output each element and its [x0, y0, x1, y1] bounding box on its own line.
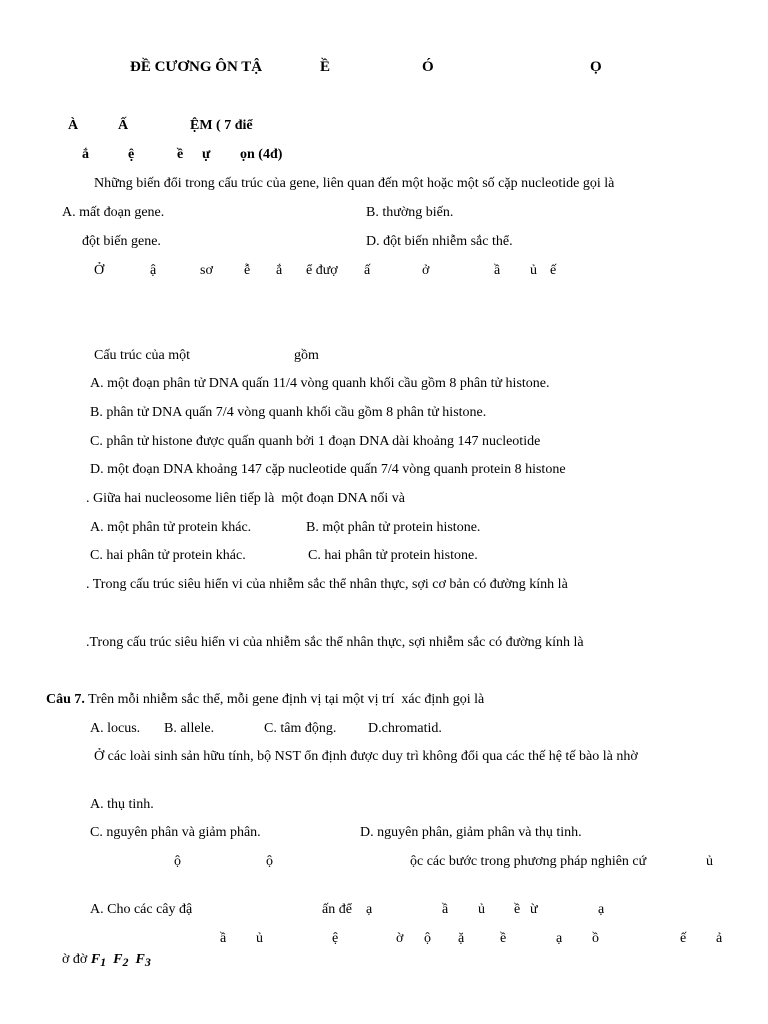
- q1-option-d: D. đột biến nhiễm sắc thể.: [366, 234, 513, 249]
- subheading-b: ệ: [128, 147, 135, 162]
- doc-title-part2: Ề: [320, 59, 331, 75]
- q9-option-a-fragment: A. Cho các cây đậ: [90, 902, 193, 917]
- q3-option-d: D. một đoạn DNA khoảng 147 cặp nucleotide quấn 7/4 vòng quanh protein 8 histone: [90, 462, 566, 477]
- q9-line3-prefix: ờ đờ: [62, 952, 88, 967]
- q4-option-a: A. một phân tử protein khác.: [90, 520, 252, 535]
- doc-title-part3: Ó: [422, 59, 434, 75]
- section-heading-b: Ấ: [118, 118, 129, 133]
- q9-option-a-fragment: ề: [514, 902, 521, 917]
- q9-line2-fragment: ặ: [458, 931, 465, 946]
- q8-option-c: C. nguyên phân và giảm phân.: [90, 825, 261, 840]
- q2-fragment: ể đượ: [306, 263, 338, 278]
- q1-option-b: B. thường biến.: [366, 205, 454, 220]
- q2-fragment: ở: [422, 263, 430, 278]
- q9-option-a-fragment: ầ: [442, 902, 449, 917]
- q1-text: Những biến đổi trong cấu trúc của gene, liên quan đến một hoặc một số cặp nucleotide gọi là: [94, 176, 615, 191]
- q8-option-a: A. thụ tinh.: [90, 797, 154, 812]
- q1-option-c: đột biến gene.: [82, 234, 161, 249]
- q8-text: Ở các loài sinh sản hữu tính, bộ NST ổn định được duy trì không đổi qua các thế hệ tế bào là nhờ: [94, 749, 638, 764]
- q9-option-a-fragment: ạ: [366, 902, 373, 917]
- generation-f3-index: 3: [144, 955, 151, 969]
- q2-fragment: ễ: [244, 263, 251, 278]
- q2-fragment: ầ: [494, 263, 501, 278]
- q1-option-a: A. mất đoạn gene.: [62, 205, 165, 220]
- q2-fragment: Ở: [94, 263, 105, 278]
- q9-line2-fragment: ộ: [424, 931, 431, 946]
- generation-f1-index: 1: [100, 955, 107, 969]
- q9-line3: [62, 951, 151, 971]
- q4-option-c: C. hai phân tử protein khác.: [90, 548, 246, 563]
- q9-line2-fragment: ề: [500, 931, 507, 946]
- q3-option-b: B. phân tử DNA quấn 7/4 vòng quanh khối cầu gồm 8 phân tử histone.: [90, 405, 487, 420]
- q6-text: .Trong cấu trúc siêu hiển vi của nhiễm sắc thể nhân thực, sợi nhiễm sắc có đường kính là: [86, 635, 584, 650]
- q4-option-d: C. hai phân tử protein histone.: [308, 548, 478, 563]
- q9-fragment: ộ: [174, 854, 181, 869]
- q2-fragment: ậ: [150, 263, 157, 278]
- q3-option-c: C. phân tử histone được quấn quanh bởi 1 đoạn DNA dài khoảng 147 nucleotide: [90, 434, 541, 449]
- q7-option-d: D.chromatid.: [368, 721, 442, 736]
- q3-text-a: Cấu trúc của một: [94, 348, 191, 363]
- q3-text-b: gồm: [294, 348, 319, 363]
- q7-option-a: A. locus.: [90, 721, 141, 736]
- q7-text: Trên mỗi nhiễm sắc thể, mỗi gene định vị tại một vị trí xác định gọi là: [84, 692, 485, 707]
- q9-line2-fragment: ả: [716, 931, 723, 946]
- q2-fragment: ế: [550, 263, 557, 278]
- q9-option-a-fragment: ấn để: [322, 902, 352, 917]
- doc-title-part4: Ọ: [590, 59, 602, 75]
- section-heading-c: ỆM ( 7 điể: [190, 118, 253, 133]
- q9-line2-fragment: ệ: [332, 931, 339, 946]
- q7-option-c: C. tâm động.: [264, 721, 337, 736]
- q4-text: . Giữa hai nucleosome liên tiếp là một đoạn DNA nối và: [86, 491, 406, 506]
- q9-fragment: ộc các bước trong phương pháp nghiên cứ: [410, 854, 647, 869]
- q9-fragment: ộ: [266, 854, 273, 869]
- q7-line: [46, 691, 484, 709]
- q3-option-a: A. một đoạn phân tử DNA quấn 11/4 vòng quanh khối cầu gồm 8 phân tử histone.: [90, 376, 550, 391]
- subheading-d: ự: [202, 147, 211, 162]
- subheading-a: ắ: [82, 147, 89, 162]
- generation-f2-index: 2: [122, 955, 129, 969]
- q4-option-b: B. một phân tử protein histone.: [306, 520, 481, 535]
- q9-line2-fragment: ế: [680, 931, 687, 946]
- generation-f2-symbol: F: [113, 952, 123, 967]
- q7-option-b: B. allele.: [164, 721, 215, 736]
- generation-f1-symbol: F: [90, 952, 101, 967]
- q2-fragment: ủ: [530, 263, 537, 278]
- q9-line2-fragment: ủ: [256, 931, 263, 946]
- q8-option-d: D. nguyên phân, giảm phân và thụ tinh.: [360, 825, 582, 840]
- q2-fragment: sơ: [200, 263, 213, 278]
- doc-title-part1: ĐỀ CƯƠNG ÔN TẬ: [130, 59, 263, 75]
- q9-line2-fragment: ồ: [592, 931, 599, 946]
- q9-line2-fragment: ầ: [220, 931, 227, 946]
- q9-option-a-fragment: ừ: [530, 902, 538, 917]
- q9-line2-fragment: ạ: [556, 931, 563, 946]
- section-heading-a: À: [68, 118, 79, 133]
- q7-label: Câu 7.: [46, 692, 85, 707]
- q2-fragment: ấ: [364, 263, 371, 278]
- generation-f3-symbol: F: [135, 952, 145, 967]
- q9-option-a-fragment: ạ: [598, 902, 605, 917]
- subheading-e: ọn (4đ): [240, 147, 283, 162]
- q5-text: . Trong cấu trúc siêu hiển vi của nhiễm sắc thể nhân thực, sợi cơ bản có đường kính là: [86, 577, 568, 592]
- q9-fragment: ủ: [706, 854, 713, 869]
- q9-option-a-fragment: ủ: [478, 902, 485, 917]
- q2-fragment: ắ: [276, 263, 283, 278]
- subheading-c: ề: [177, 147, 184, 162]
- q9-line2-fragment: ờ: [396, 931, 404, 946]
